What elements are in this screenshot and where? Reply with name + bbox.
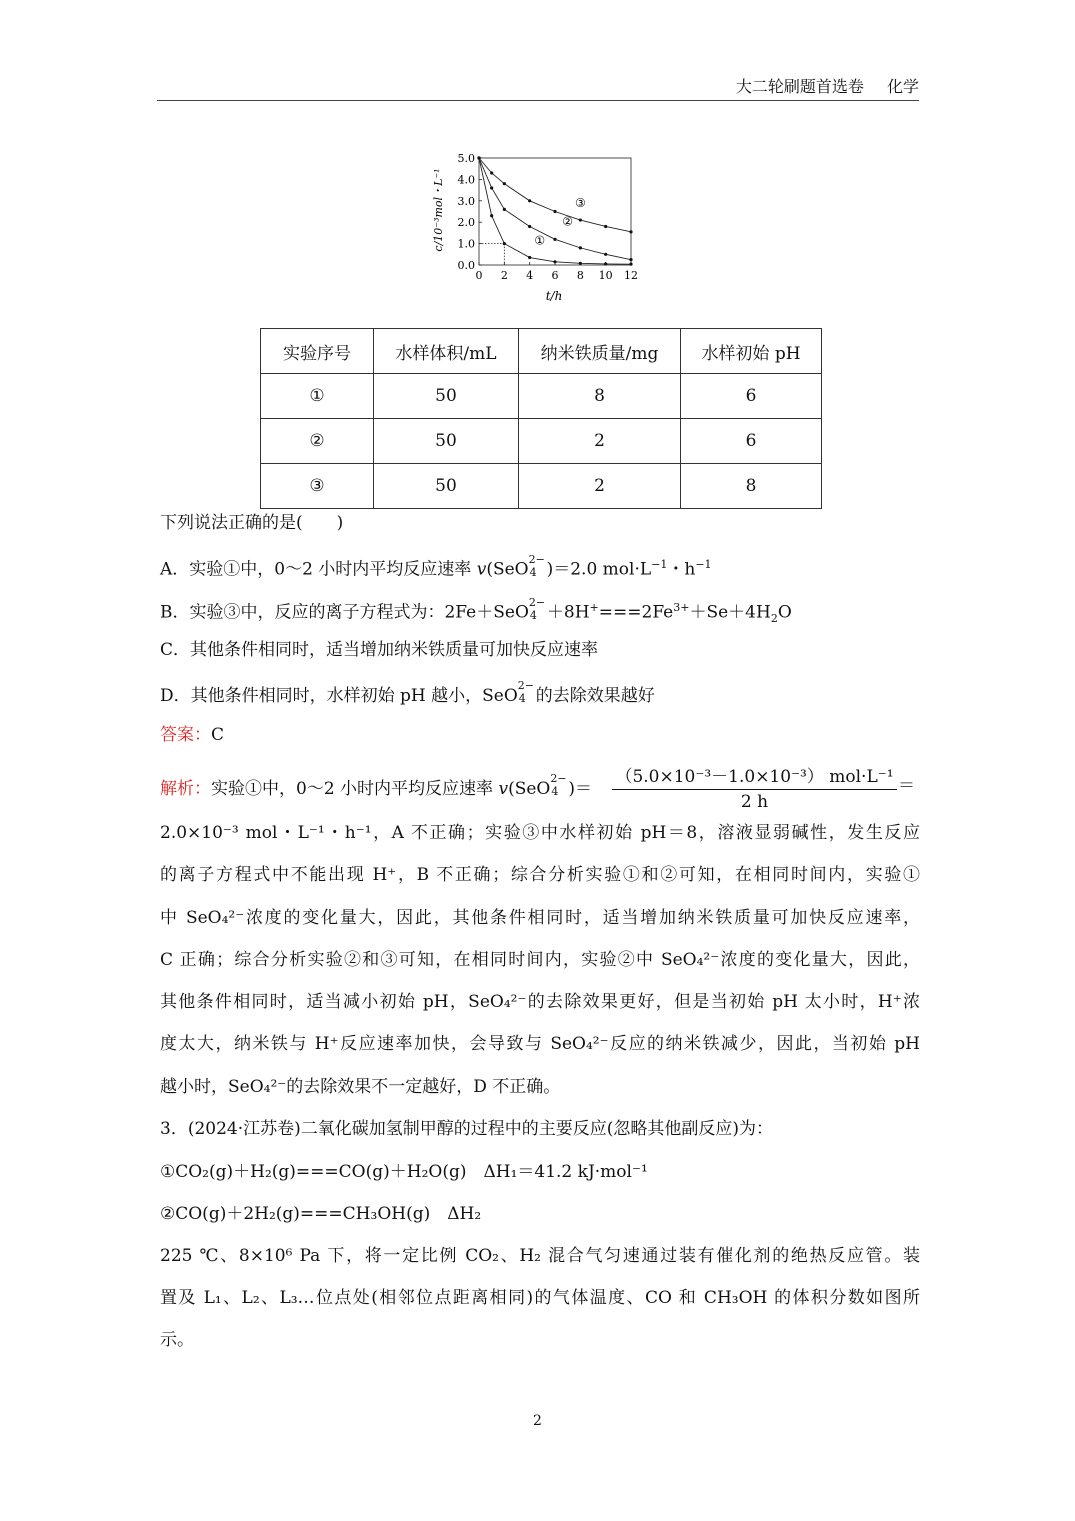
- data-point: [490, 186, 493, 189]
- table-cell: ②: [261, 419, 374, 464]
- table-cell: 50: [374, 419, 519, 464]
- data-point: [579, 246, 582, 249]
- x-tick-label: 10: [598, 269, 613, 282]
- data-point: [528, 256, 531, 259]
- analysis-line-8: 越小时，SeO₄²⁻的去除效果不一定越好，D 不正确。: [160, 1077, 561, 1097]
- y-tick-label: 3.0: [457, 194, 475, 208]
- data-point: [528, 199, 531, 202]
- answer-line: [160, 723, 224, 747]
- equals-sign: ＝: [898, 776, 915, 796]
- option-c: C．其他条件相同时，适当增加纳米铁质量可加快反应速率: [160, 640, 599, 660]
- option-d-tail: 的去除效果越好: [535, 686, 655, 706]
- x-tick-label: 0: [475, 269, 483, 282]
- analysis-line-1: 解析：实验①中，0～2 小时内平均反应速率 v(SeO 2− 4 )＝: [160, 772, 592, 799]
- series-line: [479, 158, 631, 260]
- fraction-numerator: （5.0×10⁻³－1.0×10⁻³） mol·L⁻¹: [612, 762, 897, 790]
- data-point: [579, 218, 582, 221]
- data-point: [604, 262, 607, 265]
- q3-reaction-1: ①CO₂(g)＋H₂(g)===CO(g)＋H₂O(g) ΔH₁＝41.2 kJ·mol⁻¹: [160, 1162, 648, 1182]
- table-cell: 2: [519, 464, 681, 509]
- data-point: [503, 242, 506, 245]
- y-tick-label: 1.0: [457, 237, 475, 251]
- table-row: [261, 374, 822, 419]
- option-a-text: A．实验①中，0～2 小时内平均反应速率: [160, 559, 477, 580]
- analysis-line-6: 其他条件相同时，适当减小初始 pH，SeO₄²⁻的去除效果更好，但是当初始 pH 太小时，H⁺浓: [160, 992, 920, 1012]
- table-cell: 6: [681, 419, 822, 464]
- y-axis-label: c/10⁻³mol・L⁻¹: [432, 168, 445, 252]
- data-point: [629, 258, 632, 261]
- option-a: A．实验①中，0～2 小时内平均反应速率 v(SeO 2− 4 )＝2.0 $mol\cdot L^{-1}$・$h^{-1}$: [160, 552, 712, 580]
- concentration-chart: [420, 148, 660, 308]
- option-b-tail: ＋Se＋4H: [689, 602, 771, 623]
- q3-para-2: 置及 L₁、L₂、L₃…位点处(相邻位点距离相同)的气体温度、CO 和 CH₃OH 的体积分数如图所: [160, 1288, 920, 1308]
- y-tick-label: 0.0: [457, 259, 475, 272]
- analysis-line-5: C 正确；综合分析实验②和③可知，在相同时间内，实验②中 SeO₄²⁻浓度的变化量大，因此，: [160, 950, 920, 970]
- option-d-text: D．其他条件相同时，水样初始 pH 越小，SeO: [160, 686, 518, 706]
- y-tick-label: 5.0: [457, 152, 475, 165]
- analysis-first: 实验①中，0～2 小时内平均反应速率: [211, 779, 499, 799]
- q3-para-3: 示。: [160, 1330, 194, 1350]
- header-subject: 化学: [886, 77, 919, 96]
- table-header-row: [261, 329, 822, 374]
- q3-reaction-2: ②CO(g)＋2H₂(g)===CH₃OH(g) ΔH₂: [160, 1204, 482, 1224]
- data-point: [477, 156, 480, 159]
- x-tick-label: 6: [551, 269, 559, 282]
- data-point: [579, 262, 582, 265]
- data-point: [604, 253, 607, 256]
- option-b: B．实验③中，反应的离子方程式为：2Fe＋SeO 2− 4 $+8H^+===2Fe^{3+}+Se+4H_2O$: [160, 595, 792, 626]
- table-cell: 50: [374, 464, 519, 509]
- data-point: [553, 238, 556, 241]
- data-point: [503, 182, 506, 185]
- data-point: [553, 260, 556, 263]
- data-point: [629, 230, 632, 233]
- col-header: 水样体积/mL: [374, 329, 519, 374]
- x-tick-label: 8: [576, 269, 584, 282]
- experiment-table: [260, 328, 822, 509]
- answer-value: C: [211, 725, 225, 745]
- y-tick-label: 4.0: [457, 173, 475, 187]
- option-a-value: )＝2.0 mol·L: [546, 559, 652, 580]
- table-cell: 8: [681, 464, 822, 509]
- data-point: [553, 210, 556, 213]
- table-cell: ①: [261, 374, 374, 419]
- analysis-line-4: 中 SeO₄²⁻浓度的变化量大，因此，其他条件相同时，适当增加纳米铁质量可加快反应速率，: [160, 908, 920, 928]
- col-header: 纳米铁质量/mg: [519, 329, 681, 374]
- series-label: ②: [562, 214, 574, 229]
- fraction-denominator: 2 h: [740, 792, 769, 812]
- q3-intro: 3．(2024·江苏卷)二氧化碳加氢制甲醇的过程中的主要反应(忽略其他副反应)为：: [160, 1119, 774, 1139]
- series-line: [479, 158, 631, 232]
- data-point: [490, 171, 493, 174]
- table-cell: 6: [681, 374, 822, 419]
- x-tick-label: 4: [526, 269, 534, 282]
- option-b-mid2: ===2Fe: [598, 602, 674, 623]
- series-label: ③: [574, 196, 586, 211]
- analysis-label: 解析：: [160, 779, 211, 799]
- y-tick-label: 2.0: [457, 216, 475, 230]
- rate-fraction: [612, 762, 897, 812]
- data-point: [503, 208, 506, 211]
- col-header: 水样初始 pH: [681, 329, 822, 374]
- option-d: D．其他条件相同时，水样初始 pH 越小，SeO 2− 4 的去除效果越好: [160, 679, 655, 706]
- table-cell: 50: [374, 374, 519, 419]
- table-row: [261, 464, 822, 509]
- option-b-text: B．实验③中，反应的离子方程式为：2Fe＋SeO: [160, 602, 529, 623]
- analysis-line-2: 2.0×10⁻³ mol・L⁻¹・h⁻¹，A 不正确；实验③中水样初始 pH＝8，溶液显弱碱性，发生反应: [160, 823, 920, 843]
- header-book-title: 大二轮刷题首选卷: [735, 77, 864, 96]
- table-cell: 2: [519, 419, 681, 464]
- x-axis-label: t/h: [545, 289, 563, 303]
- x-tick-label: 12: [624, 269, 638, 282]
- answer-label: 答案：: [160, 725, 211, 745]
- col-header: 实验序号: [261, 329, 374, 374]
- data-point: [629, 263, 632, 266]
- q3-para-1: 225 ℃、8×10⁶ Pa 下，将一定比例 CO₂、H₂ 混合气匀速通过装有催化剂的绝热反应管。装: [160, 1246, 920, 1266]
- data-point: [604, 225, 607, 228]
- question-stem: 下列说法正确的是( ): [160, 513, 344, 533]
- data-point: [528, 225, 531, 228]
- table-cell: ③: [261, 464, 374, 509]
- table-row: [261, 419, 822, 464]
- data-point: [490, 214, 493, 217]
- analysis-line-7: 度太大，纳米铁与 H⁺反应速率加快，会导致与 SeO₄²⁻反应的纳米铁减少，因此，当初始 pH: [160, 1034, 920, 1054]
- table-cell: 8: [519, 374, 681, 419]
- option-b-mid: ＋8H: [546, 602, 590, 623]
- page-number: 2: [533, 1413, 542, 1429]
- analysis-line-3: 的离子方程式中不能出现 H⁺，B 不正确；综合分析实验①和②可知，在相同时间内，实验①: [160, 865, 920, 885]
- x-tick-label: 2: [500, 269, 508, 282]
- series-label: ①: [534, 233, 546, 248]
- page-header: [157, 76, 919, 101]
